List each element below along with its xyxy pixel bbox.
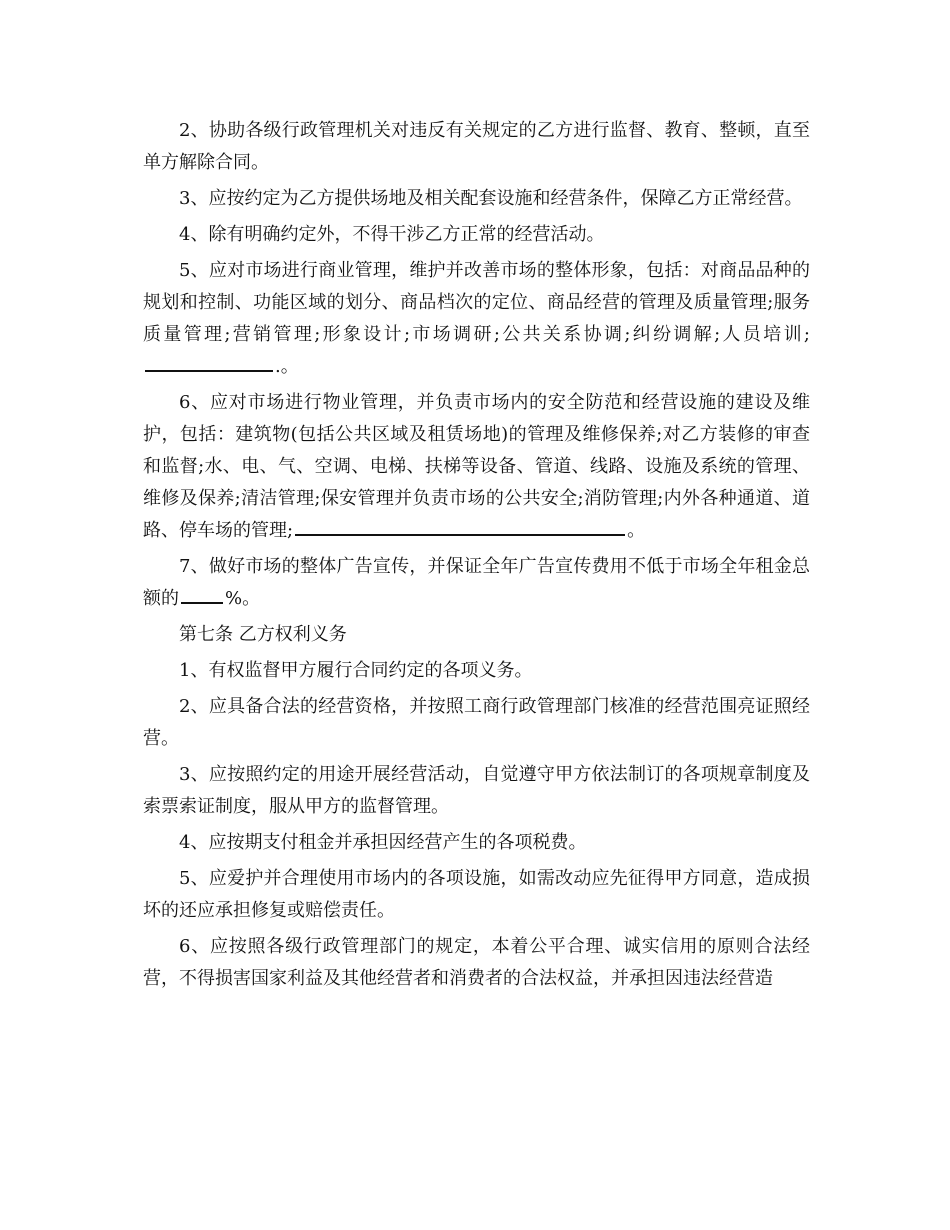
- clause-paragraph: [143, 255, 810, 383]
- section-heading: 第七条 乙方权利义务: [179, 624, 347, 645]
- clause-paragraph: [143, 387, 810, 547]
- clause-paragraph: 2、应具备合法的经营资格，并按照工商行政管理部门核准的经营范围亮证照经营。: [143, 696, 810, 749]
- clause-text: 。: [627, 520, 646, 541]
- clause-paragraph: [143, 551, 810, 615]
- clause-paragraph: 3、应按约定为乙方提供场地及相关配套设施和经营条件，保障乙方正常经营。: [179, 188, 803, 209]
- clause-text: %。: [225, 588, 261, 609]
- clause-text: 5、应对市场进行商业管理，维护并改善市场的整体形象，包括：对商品品种的规划和控制、功能区域的划分、商品档次的定位、商品经营的管理及质量管理;服务质量管理;营销管理;形象设计;市场调研;公共关系协调;纠纷调解;人员培训;: [143, 260, 810, 345]
- clause-paragraph: 1、有权监督甲方履行合同约定的各项义务。: [179, 660, 533, 681]
- clause-paragraph: 6、应按照各级行政管理部门的规定，本着公平合理、诚实信用的原则合法经营，不得损害国家利益及其他经营者和消费者的合法权益，并承担因违法经营造: [143, 936, 810, 989]
- clause-paragraph: 2、协助各级行政管理机关对违反有关规定的乙方进行监督、教育、整顿，直至单方解除合同。: [143, 120, 810, 173]
- clause-paragraph: 4、除有明确约定外，不得干涉乙方正常的经营活动。: [179, 224, 605, 245]
- clause-text: 6、应对市场进行物业管理，并负责市场内的安全防范和经营设施的建设及维护，包括：建筑物(包括公共区域及租赁场地)的管理及维修保养;对乙方装修的审查和监督;水、电、气、空调、电梯、扶梯等设备、管道、线路、设施及系统的管理、维修及保养;清洁管理;保安管理并负责市场的公共安全;消防管理;内外各种通道、道路、停车场的管理;: [143, 392, 810, 541]
- clause-paragraph: 4、应按期支付租金并承担因经营产生的各项税费。: [179, 832, 587, 853]
- clause-paragraph: 5、应爱护并合理使用市场内的各项设施，如需改动应先征得甲方同意，造成损坏的还应承担修复或赔偿责任。: [143, 868, 810, 921]
- document-body: [143, 115, 810, 995]
- fill-in-blank: [145, 352, 273, 372]
- fill-in-blank: [181, 584, 223, 604]
- fill-in-blank: [295, 516, 625, 536]
- clause-text: 7、做好市场的整体广告宣传，并保证全年广告宣传费用不低于市场全年租金总额的: [143, 556, 810, 609]
- clause-paragraph: 3、应按照约定的用途开展经营活动，自觉遵守甲方依法制订的各项规章制度及索票索证制度，服从甲方的监督管理。: [143, 764, 810, 817]
- clause-text: .。: [275, 356, 299, 377]
